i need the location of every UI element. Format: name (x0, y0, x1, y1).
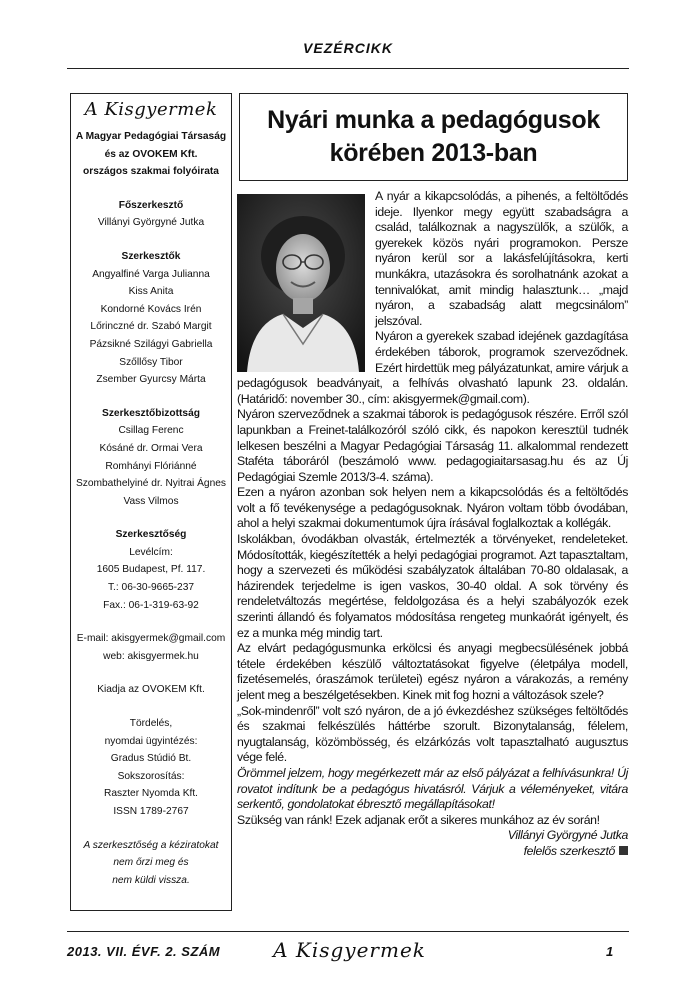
disclaimer-line: A szerkesztőség a kéziratokat (83, 839, 219, 851)
production-line: Raszter Nyomda Kft. (104, 788, 198, 800)
article-paragraph: Ezen a nyáron azonban sok helyen nem a kikapcsolódás és a feltöltődés volt a fő tevékenysége a pedagógusoknak. Nyáron voltam több óvodában, ahol a helyi szakmai dokumentumok újra írásával foglalkoztak a kollégák. (237, 485, 628, 531)
production-line: Gradus Stúdió Bt. (110, 753, 192, 765)
article-paragraph: Nyáron a gyerekek szabad idejének gazdagítása érdekében táborok, programok szerveződnek. Ezért hirdettük meg pályázatunkat, amire várjuk a pedagógusok beadványait, a felhívás olvasható lapunk 23. oldalán. (Határidő: november 30., cím: akisgyermek@gmail.com). (237, 329, 628, 406)
article-body (237, 189, 628, 860)
editor-name: Zsember Gyurcsy Márta (96, 374, 206, 386)
issn-line: ISSN 1789-2767 (113, 806, 189, 817)
editor-name: Szőllősy Tibor (119, 356, 183, 368)
article-title-line-1: Nyári munka a pedagógusok (267, 106, 600, 134)
masthead-title: A Kisgyermek (84, 99, 218, 120)
board-member: Vass Vilmos (123, 495, 179, 507)
masthead-box (70, 93, 232, 911)
web-line: web: akisgyermek.hu (103, 650, 199, 662)
signature-role: felelős szerkesztő (523, 843, 615, 858)
board-member: Csillag Ferenc (118, 425, 184, 437)
article-title-box (239, 93, 628, 181)
masthead-subtitle-2: és az OVOKEM Kft. (104, 148, 198, 160)
article-paragraph: „Sok-mindenről” volt szó nyáron, de a jó évkezdéshez szükséges feltöltődés és szakmai felkészülés háttérbe szorult. Bizonytalanság, félelem, nyugtalanság, közömbösség, és elzárkózás volt tapasztalható augusztus vége felé. (237, 703, 628, 765)
editor-name: Kondorné Kovács Irén (100, 303, 202, 315)
production-line: nyomdai ügyintézés: (104, 735, 198, 747)
page-number: 1 (606, 944, 614, 959)
masthead-subtitle-1: A Magyar Pedagógiai Társaság (75, 131, 227, 142)
article-title-line-2: körében 2013-ban (329, 139, 538, 167)
closing-paragraph: Szükség van ránk! Ezek adjanak erőt a sikeres munkához az év során! (237, 812, 600, 827)
production-line: Sokszorosítás: (117, 770, 185, 782)
board-member: Romhányi Flóriánné (105, 460, 197, 472)
masthead-subtitle-3: országos szakmai folyóirata (83, 166, 219, 178)
article-paragraph: Nyáron szerveződnek a szakmai táborok is pedagógusok részére. Erről szól lapunkban a Freinet-találkozóról szóló cikk, és napokon keresztül tudnék lelkesen beszélni a Magyar Pedagógiai Társaság 11. alkalommal rendezett Staféta táboráról (beszámoló www. pedagogiaitarsasag.hu és az Új Pedagógiai Szemle 2013/3-4. száma). (237, 407, 628, 484)
board-member: Kósáné dr. Ormai Vera (99, 442, 203, 454)
disclaimer-line: nem küldi vissza. (112, 874, 190, 886)
editor-in-chief-name: Villányi Györgyné Jutka (97, 217, 205, 229)
board-member: Szombathelyiné dr. Nyitrai Ágnes (75, 478, 227, 490)
closing-italic-paragraph: Örömmel jelzem, hogy megérkezett már az első pályázat a felhívásunkra! Új rovatot indítunk be a pedagógus hivatásról. Várjuk a véleményeket, vitára serkentő, gondolatokat ébresztő megállapításokat! (237, 765, 628, 812)
office-line: Fax.: 06-1-319-63-92 (103, 599, 199, 611)
editor-name: Angyalfiné Varga Julianna (92, 268, 210, 280)
editor-in-chief-heading: Főszerkesztő (118, 199, 184, 211)
footer-rule (67, 931, 629, 932)
article-paragraph: A nyár a kikapcsolódás, a pihenés, a feltöltődés ideje. Ilyenkor megy együtt szabadságra a család, találkoznak a nagyszülők, a szülők, a gyerekek közös nyári programokon. Persze nyáron kerül sor a lakásfelújításokra, kerti munkákra, utazásokra és sorolhatnánk azokat a tennivalókat, amit mindig halasztunk… „majd nyáron, a szabadság alatt megcsinálom” jelszóval. (375, 189, 628, 328)
office-line: T.: 06-30-9665-237 (107, 582, 195, 594)
section-header: VEZÉRCIKK (303, 40, 393, 56)
office-heading: Szerkesztőség (115, 529, 187, 541)
issue-info: 2013. VII. ÉVF. 2. SZÁM (67, 944, 221, 959)
header-rule (67, 68, 629, 69)
editor-name: Pázsikné Szilágyi Gabriella (89, 338, 213, 350)
editor-name: Kiss Anita (128, 286, 174, 298)
end-mark-icon (619, 846, 628, 855)
disclaimer-line: nem őrzi meg és (113, 857, 189, 869)
office-line: 1605 Budapest, Pf. 117. (96, 564, 206, 576)
editors-heading: Szerkesztők (121, 250, 181, 262)
office-line: Levélcím: (129, 546, 173, 558)
publisher-line: Kiadja az OVOKEM Kft. (97, 684, 205, 696)
footer-magazine-name: A Kisgyermek (273, 938, 426, 962)
email-line: E-mail: akisgyermek@gmail.com (76, 633, 226, 645)
editor-name: Lőrinczné dr. Szabó Margit (90, 321, 212, 333)
board-heading: Szerkesztőbizottság (102, 407, 200, 419)
article-paragraph: Az elvárt pedagógusmunka erkölcsi és anyagi megbecsülésének jobbá tétele érdekében készülő változtatásokat figyelve (életpálya modell, fizetésemelés, óraszámok területei) egész nyáron a várakozás, a remény jelent meg a beszélgetésekben. Kinek mit fog hozni a változások szele? (237, 641, 628, 702)
production-line: Tördelés, (129, 718, 173, 730)
article-paragraph: Iskolákban, óvodákban olvasták, értelmezték a törvényeket, rendeleteket. Módosították, kiegészítették a helyi pedagógiai programot. Azt tapasztaltam, hogy a szervezeti és működési szabályzatok általában 70-80 oldalasak, a házirendek terjedelme is igen vaskos, 30-40 oldal. A sok törvény és rendeletváltozás megértése, feldolgozása és a helyi szabályozók ezek szerinti állandó és folyamatos módosítása rengeteg munkaórát igényelt, és ez a munka még mindig tart. (237, 532, 628, 640)
signature-name: Villányi Györgyné Jutka (507, 828, 628, 843)
